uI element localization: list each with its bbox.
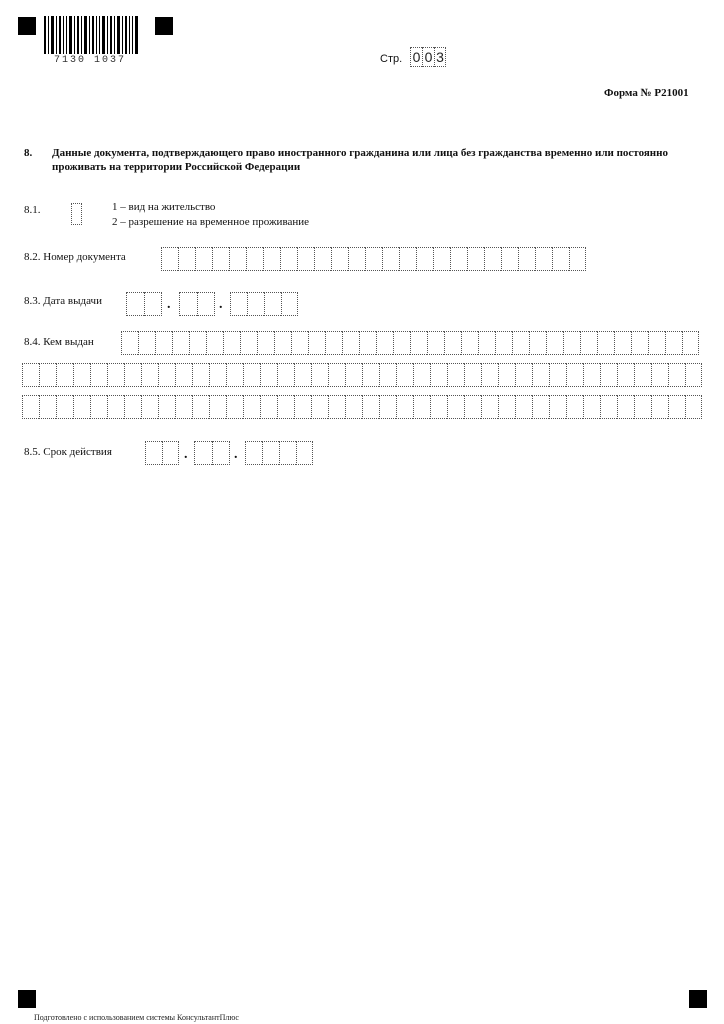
input-cell[interactable]: [549, 363, 566, 387]
validity-date-year[interactable]: [245, 441, 313, 465]
barcode-image: [44, 16, 140, 54]
input-cell[interactable]: [648, 331, 665, 355]
input-cell[interactable]: [212, 441, 230, 465]
input-cell[interactable]: [243, 395, 260, 419]
input-cell[interactable]: [229, 247, 246, 271]
input-cell[interactable]: [291, 331, 308, 355]
input-cell[interactable]: [396, 363, 413, 387]
input-cell[interactable]: [481, 395, 498, 419]
input-cell[interactable]: [597, 331, 614, 355]
input-cell[interactable]: [566, 363, 583, 387]
issue-date-year[interactable]: [230, 292, 298, 316]
input-cell[interactable]: [277, 363, 294, 387]
input-cell[interactable]: [552, 247, 569, 271]
input-cell[interactable]: [512, 331, 529, 355]
input-cell[interactable]: [549, 395, 566, 419]
input-cell[interactable]: [189, 331, 206, 355]
input-cell[interactable]: [481, 363, 498, 387]
input-cell[interactable]: [396, 395, 413, 419]
input-cell[interactable]: [197, 292, 215, 316]
input-cell[interactable]: [141, 363, 158, 387]
input-cell[interactable]: [379, 395, 396, 419]
input-cell[interactable]: [359, 331, 376, 355]
input-cell[interactable]: [56, 395, 73, 419]
input-cell[interactable]: [39, 363, 56, 387]
input-cell[interactable]: [311, 395, 328, 419]
date-separator: .: [184, 447, 188, 462]
input-cell[interactable]: [297, 247, 314, 271]
input-cell[interactable]: [158, 395, 175, 419]
input-cell[interactable]: [73, 363, 90, 387]
input-cell[interactable]: [158, 363, 175, 387]
input-cell[interactable]: [194, 441, 212, 465]
input-cell[interactable]: [90, 363, 107, 387]
input-cell[interactable]: [179, 292, 197, 316]
input-cell[interactable]: [172, 331, 189, 355]
field-8-1-option-1: 1 – вид на жительство: [112, 201, 216, 213]
input-cell[interactable]: [566, 395, 583, 419]
issue-date-month[interactable]: [179, 292, 215, 316]
input-cell[interactable]: [461, 331, 478, 355]
input-cell[interactable]: [294, 363, 311, 387]
input-cell[interactable]: [257, 331, 274, 355]
input-cell[interactable]: [447, 363, 464, 387]
input-cell[interactable]: [121, 331, 138, 355]
input-cell[interactable]: [685, 363, 702, 387]
input-cell[interactable]: [413, 363, 430, 387]
input-cell[interactable]: [365, 247, 382, 271]
input-cell[interactable]: [342, 331, 359, 355]
input-cell[interactable]: [107, 395, 124, 419]
input-cell[interactable]: [467, 247, 484, 271]
input-cell[interactable]: [399, 247, 416, 271]
input-cell[interactable]: [583, 395, 600, 419]
input-cell[interactable]: [634, 363, 651, 387]
input-cell[interactable]: [126, 292, 144, 316]
input-cell[interactable]: [376, 331, 393, 355]
input-cell[interactable]: [296, 441, 313, 465]
input-cell[interactable]: [230, 292, 247, 316]
input-cell[interactable]: [22, 395, 39, 419]
field-8-1-input[interactable]: [71, 203, 82, 225]
input-cell[interactable]: [501, 247, 518, 271]
input-cell[interactable]: [464, 363, 481, 387]
input-cell[interactable]: [430, 363, 447, 387]
issue-date-day[interactable]: [126, 292, 162, 316]
input-cell[interactable]: [264, 292, 281, 316]
input-cell[interactable]: [107, 363, 124, 387]
input-cell[interactable]: [498, 395, 515, 419]
input-cell[interactable]: [427, 331, 444, 355]
input-cell[interactable]: [382, 247, 399, 271]
input-cell[interactable]: [433, 247, 450, 271]
input-cell[interactable]: [464, 395, 481, 419]
input-cell[interactable]: [583, 363, 600, 387]
page-digit: 0: [410, 47, 422, 67]
input-cell[interactable]: [226, 395, 243, 419]
input-cell[interactable]: [362, 363, 379, 387]
input-cell[interactable]: [515, 395, 532, 419]
input-cell[interactable]: [39, 395, 56, 419]
input-cell[interactable]: [141, 395, 158, 419]
input-cell[interactable]: [195, 247, 212, 271]
input-cell[interactable]: [563, 331, 580, 355]
input-cell[interactable]: [162, 441, 179, 465]
validity-date-month[interactable]: [194, 441, 230, 465]
input-cell[interactable]: [226, 363, 243, 387]
field-8-2-label: 8.2. Номер документа: [24, 251, 126, 263]
corner-marker-bottom-left: [18, 990, 36, 1008]
input-cell[interactable]: [444, 331, 461, 355]
input-cell[interactable]: [280, 247, 297, 271]
document-number-input[interactable]: [161, 247, 586, 271]
input-cell[interactable]: [192, 363, 209, 387]
issued-by-line-1[interactable]: [121, 331, 699, 355]
input-cell[interactable]: [328, 363, 345, 387]
input-cell[interactable]: [192, 395, 209, 419]
input-cell[interactable]: [124, 363, 141, 387]
input-cell[interactable]: [294, 395, 311, 419]
input-cell[interactable]: [515, 363, 532, 387]
input-cell[interactable]: [263, 247, 280, 271]
page-number-cells: [410, 47, 446, 67]
input-cell[interactable]: [345, 363, 362, 387]
input-cell[interactable]: [22, 363, 39, 387]
page-label: Стр.: [380, 53, 403, 65]
input-cell[interactable]: [348, 247, 365, 271]
input-cell[interactable]: [246, 247, 263, 271]
field-8-3-label: 8.3. Дата выдачи: [24, 295, 102, 307]
input-cell[interactable]: [600, 395, 617, 419]
input-cell[interactable]: [535, 247, 552, 271]
input-cell[interactable]: [651, 395, 668, 419]
input-cell[interactable]: [240, 331, 257, 355]
input-cell[interactable]: [478, 331, 495, 355]
input-cell[interactable]: [145, 441, 162, 465]
input-cell[interactable]: [138, 331, 155, 355]
input-cell[interactable]: [484, 247, 501, 271]
input-cell[interactable]: [260, 363, 277, 387]
input-cell[interactable]: [161, 247, 178, 271]
input-cell[interactable]: [614, 331, 631, 355]
input-cell[interactable]: [311, 363, 328, 387]
input-cell[interactable]: [532, 363, 549, 387]
input-cell[interactable]: [124, 395, 141, 419]
input-cell[interactable]: [178, 247, 195, 271]
corner-marker-bottom-right: [689, 990, 707, 1008]
input-cell[interactable]: [532, 395, 549, 419]
input-cell[interactable]: [73, 395, 90, 419]
barcode-number: 7130 1037: [54, 55, 127, 66]
issued-by-line-3[interactable]: [22, 395, 702, 419]
input-cell[interactable]: [450, 247, 467, 271]
input-cell[interactable]: [393, 331, 410, 355]
input-cell[interactable]: [665, 331, 682, 355]
input-cell[interactable]: [617, 395, 634, 419]
date-separator: .: [234, 447, 238, 462]
corner-marker-top-right: [155, 17, 173, 35]
footer-note: Подготовлено с использованием системы КонсультантПлюс: [34, 1013, 239, 1022]
input-cell[interactable]: [413, 395, 430, 419]
input-cell[interactable]: [155, 331, 172, 355]
input-cell[interactable]: [56, 363, 73, 387]
input-cell[interactable]: [617, 363, 634, 387]
section-number: 8.: [24, 147, 33, 159]
input-cell[interactable]: [260, 395, 277, 419]
page-digit: 0: [422, 47, 434, 67]
input-cell[interactable]: [379, 363, 396, 387]
input-cell[interactable]: [247, 292, 264, 316]
input-cell[interactable]: [668, 363, 685, 387]
input-cell[interactable]: [175, 395, 192, 419]
input-cell[interactable]: [345, 395, 362, 419]
field-8-4-label: 8.4. Кем выдан: [24, 336, 94, 348]
input-cell[interactable]: [430, 395, 447, 419]
form-number: Форма № Р21001: [604, 87, 689, 99]
input-cell[interactable]: [209, 363, 226, 387]
input-cell[interactable]: [447, 395, 464, 419]
input-cell[interactable]: [274, 331, 291, 355]
input-cell[interactable]: [495, 331, 512, 355]
input-cell[interactable]: [569, 247, 586, 271]
input-cell[interactable]: [281, 292, 298, 316]
date-separator: .: [219, 297, 223, 312]
input-cell[interactable]: [685, 395, 702, 419]
input-cell[interactable]: [308, 331, 325, 355]
input-cell[interactable]: [144, 292, 162, 316]
input-cell[interactable]: [223, 331, 240, 355]
input-cell[interactable]: [243, 363, 260, 387]
input-cell[interactable]: [277, 395, 294, 419]
input-cell[interactable]: [325, 331, 342, 355]
input-cell[interactable]: [362, 395, 379, 419]
field-8-5-label: 8.5. Срок действия: [24, 446, 112, 458]
input-cell[interactable]: [682, 331, 699, 355]
input-cell[interactable]: [634, 395, 651, 419]
input-cell[interactable]: [212, 247, 229, 271]
input-cell[interactable]: [206, 331, 223, 355]
input-cell[interactable]: [631, 331, 648, 355]
input-cell[interactable]: [416, 247, 433, 271]
input-cell[interactable]: [331, 247, 348, 271]
section-title: Данные документа, подтверждающего право иностранного гражданина или лица без гражданства временно или постоянно проживать на территории Российской Федерации: [52, 147, 668, 173]
input-cell[interactable]: [328, 395, 345, 419]
field-8-1-option-2: 2 – разрешение на временное проживание: [112, 216, 310, 228]
input-cell[interactable]: [498, 363, 515, 387]
input-cell[interactable]: [245, 441, 262, 465]
input-cell[interactable]: [546, 331, 563, 355]
input-cell[interactable]: [529, 331, 546, 355]
input-cell[interactable]: [410, 331, 427, 355]
input-cell[interactable]: [518, 247, 535, 271]
input-cell[interactable]: [600, 363, 617, 387]
input-cell[interactable]: [262, 441, 279, 465]
input-cell[interactable]: [651, 363, 668, 387]
issued-by-line-2[interactable]: [22, 363, 702, 387]
field-8-1-label: 8.1.: [24, 204, 41, 216]
corner-marker-top-left: [18, 17, 36, 35]
date-separator: .: [167, 297, 171, 312]
input-cell[interactable]: [90, 395, 107, 419]
input-cell[interactable]: [279, 441, 296, 465]
input-cell[interactable]: [209, 395, 226, 419]
input-cell[interactable]: [71, 203, 82, 225]
validity-date-day[interactable]: [145, 441, 179, 465]
input-cell[interactable]: [668, 395, 685, 419]
input-cell[interactable]: [314, 247, 331, 271]
input-cell[interactable]: [175, 363, 192, 387]
page-digit: 3: [434, 47, 446, 67]
input-cell[interactable]: [580, 331, 597, 355]
